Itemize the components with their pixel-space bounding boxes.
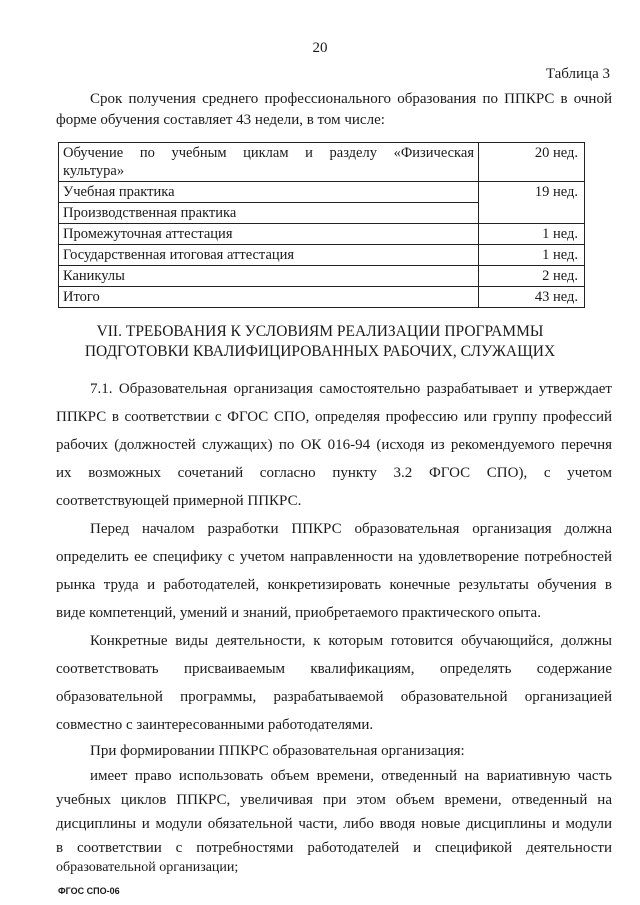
body-line: учебных циклов ППКРС, увеличивая при этом объем времени, отведенный на bbox=[56, 792, 612, 808]
body-line: соответствующей примерной ППКРС. bbox=[56, 493, 302, 509]
body-line: совместно с заинтересованными работодателями. bbox=[56, 717, 374, 733]
body-line: 7.1. Образовательная организация самостоятельно разрабатывает и утверждает bbox=[90, 381, 612, 397]
table-cell-label: Итого bbox=[59, 287, 479, 308]
table-cell-label-line: культура» bbox=[63, 163, 125, 179]
table-cell-value: 43 нед. bbox=[479, 287, 585, 308]
table-cell-value: 1 нед. bbox=[479, 224, 585, 245]
body-line: образовательной организации; bbox=[56, 860, 239, 875]
body-line: образовательной программы, разрабатываемой образовательной организацией bbox=[56, 689, 612, 705]
table-cell-label: Производственная практика bbox=[59, 203, 479, 224]
table-cell-value: 2 нед. bbox=[479, 266, 585, 287]
body-line: их возможных сочетаний согласно пункту 3.2 ФГОС СПО), с учетом bbox=[56, 465, 612, 481]
table-label: Таблица 3 bbox=[545, 66, 610, 82]
body-line: Перед началом разработки ППКРС образовательная организация должна bbox=[90, 521, 612, 537]
table-row bbox=[59, 224, 585, 245]
body-line: рабочих (должностей служащих) по ОК 016-94 (исходя из рекомендуемого перечня bbox=[56, 437, 612, 453]
table-row bbox=[59, 266, 585, 287]
table-row bbox=[59, 287, 585, 308]
body-line: виде компетенций, умений и знаний, приобретаемого практического опыта. bbox=[56, 605, 541, 621]
table-cell-label: Каникулы bbox=[59, 266, 479, 287]
section-heading-line-2: ПОДГОТОВКИ КВАЛИФИЦИРОВАННЫХ РАБОЧИХ, СЛУЖАЩИХ bbox=[84, 343, 556, 360]
table-cell-value: 19 нед. bbox=[479, 182, 585, 224]
footer-code: ФГОС СПО-06 bbox=[58, 886, 120, 896]
table-cell-value: 20 нед. bbox=[479, 143, 585, 182]
table-cell-label: Промежуточная аттестация bbox=[59, 224, 479, 245]
page-number: 20 bbox=[312, 40, 328, 56]
intro-line-2: форме обучения составляет 43 недели, в том числе: bbox=[56, 112, 385, 128]
body-line: При формировании ППКРС образовательная организация: bbox=[90, 743, 465, 759]
intro-line-1: Срок получения среднего профессионального образования по ППКРС в очной bbox=[90, 91, 612, 107]
table-cell-label: Учебная практика bbox=[59, 182, 479, 203]
body-line: Конкретные виды деятельности, к которым готовится обучающийся, должны bbox=[90, 633, 612, 649]
body-line: в соответствии с потребностями работодателей и спецификой деятельности bbox=[56, 840, 612, 856]
body-line: ППКРС в соответствии с ФГОС СПО, определяя профессию или группу профессий bbox=[56, 409, 612, 425]
table-cell-label: Государственная итоговая аттестация bbox=[59, 245, 479, 266]
body-line: рынка труда и работодателей, конкретизировать конечные результаты обучения в bbox=[56, 577, 612, 593]
body-line: дисциплины и модули обязательной части, либо вводя новые дисциплины и модули bbox=[56, 816, 612, 832]
table-row bbox=[59, 143, 585, 182]
table-cell-label-line: Обучение по учебным циклам и разделу «Физическая bbox=[63, 145, 474, 161]
table-cell-label bbox=[59, 143, 479, 182]
table-cell-value: 1 нед. bbox=[479, 245, 585, 266]
study-terms-table bbox=[58, 142, 585, 308]
body-line: определить ее специфику с учетом направленности на удовлетворение потребностей bbox=[56, 549, 612, 565]
body-line: соответствовать присваиваемым квалификациям, определять содержание bbox=[56, 661, 612, 677]
table-row bbox=[59, 182, 585, 203]
body-line: имеет право использовать объем времени, отведенный на вариативную часть bbox=[90, 768, 612, 784]
table-row bbox=[59, 245, 585, 266]
section-heading-line-1: VII. ТРЕБОВАНИЯ К УСЛОВИЯМ РЕАЛИЗАЦИИ ПРОГРАММЫ bbox=[96, 323, 544, 340]
